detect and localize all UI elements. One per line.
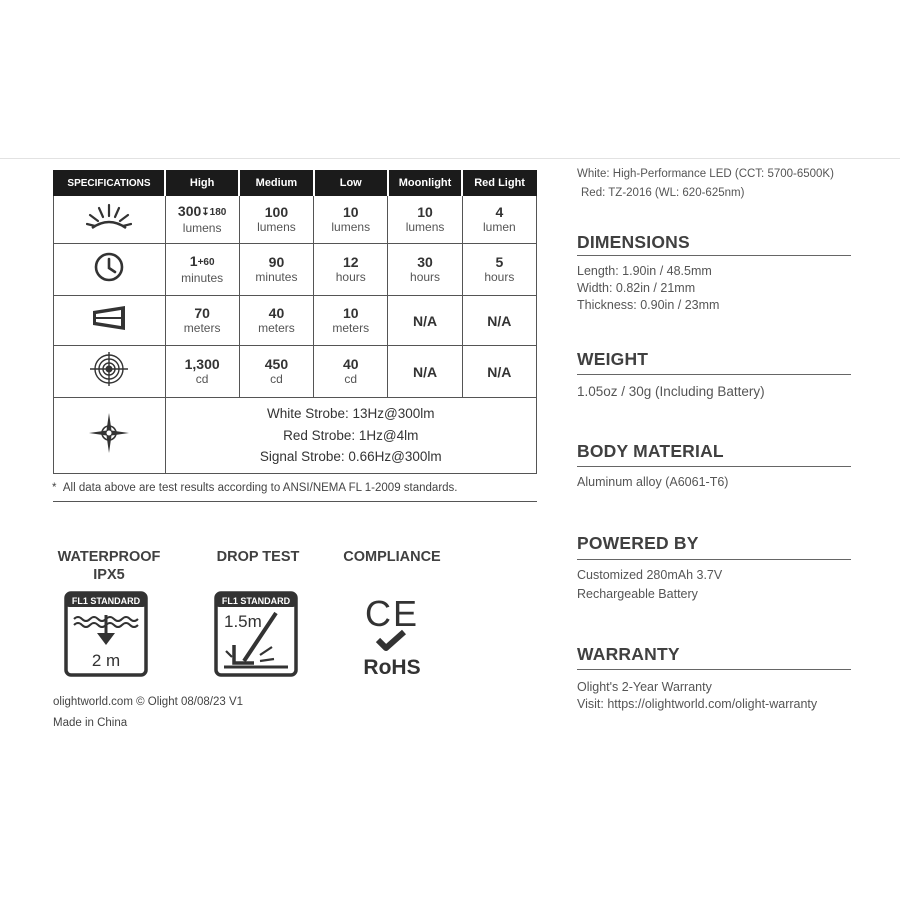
waterproof-badge-icon xyxy=(64,591,148,677)
made-in-text: Made in China xyxy=(53,717,128,729)
specifications-table xyxy=(53,170,537,474)
col-header-high: High xyxy=(165,171,239,196)
cell-runtime-red: 5 hours xyxy=(462,244,536,296)
intensity-target-icon xyxy=(89,351,129,387)
cell-distance-medium: 40 meters xyxy=(239,296,313,346)
compliance-title: COMPLIANCE xyxy=(343,549,441,565)
cell-distance-high: 70 meters xyxy=(165,296,239,346)
intensity-icon-cell xyxy=(54,346,166,398)
cell-distance-red: N/A xyxy=(462,296,536,346)
table-row-runtime xyxy=(54,244,537,296)
dimensions-text: Length: 1.90in / 48.5mm Width: 0.82in / 21mm Thickness: 0.90in / 23mm xyxy=(577,264,720,312)
dimensions-rule xyxy=(577,255,851,256)
strobe-line-red: Red Strobe: 1Hz@4lm xyxy=(283,427,419,443)
body-material-text: Aluminum alloy (A6061-T6) xyxy=(577,475,729,489)
weight-text: 1.05oz / 30g (Including Battery) xyxy=(577,384,765,399)
weight-heading: WEIGHT xyxy=(577,349,649,369)
light-burst-icon xyxy=(86,202,132,232)
powered-by-heading: POWERED BY xyxy=(577,533,699,553)
drop-test-badge-standard: FL1 STANDARD xyxy=(221,596,291,606)
waterproof-badge-depth: 2 m xyxy=(91,651,121,670)
cell-intensity-medium: 450 cd xyxy=(239,346,313,398)
cell-runtime-low: 12 hours xyxy=(314,244,388,296)
cell-distance-low: 10 meters xyxy=(314,296,388,346)
led-white-text: White: High-Performance LED (CCT: 5700-6500K) xyxy=(577,168,834,180)
table-row-output xyxy=(54,196,537,244)
waterproof-title: WATERPROOF IPX5 xyxy=(57,549,161,583)
table-footnote: * All data above are test results according to ANSI/NEMA FL 1-2009 standards. xyxy=(52,482,458,494)
table-row-intensity xyxy=(54,346,537,398)
warranty-heading: WARRANTY xyxy=(577,644,680,664)
cell-output-red: 4 lumen xyxy=(462,196,536,244)
footnote-divider xyxy=(53,501,537,502)
cell-output-medium: 100 lumens xyxy=(239,196,313,244)
cell-strobe-modes xyxy=(165,398,537,474)
table-row-distance xyxy=(54,296,537,346)
col-header-medium: Medium xyxy=(239,171,313,196)
clock-icon xyxy=(93,251,125,283)
table-header-row xyxy=(54,171,537,196)
warranty-rule xyxy=(577,669,851,670)
copyright-text: olightworld.com © Olight 08/08/23 V1 xyxy=(53,696,244,708)
drop-test-badge-height: 1.5m xyxy=(224,612,262,631)
col-header-moonlight: Moonlight xyxy=(388,171,462,196)
body-material-rule xyxy=(577,466,851,467)
dimensions-heading: DIMENSIONS xyxy=(577,232,690,252)
strobe-icon-cell xyxy=(54,398,166,474)
cell-intensity-low: 40 cd xyxy=(314,346,388,398)
cell-output-moonlight: 10 lumens xyxy=(388,196,462,244)
drop-test-title: DROP TEST xyxy=(216,549,300,565)
cell-runtime-high: $1^{+60}$ minutes xyxy=(165,244,239,296)
compliance-marks-icon xyxy=(352,588,432,682)
runtime-icon-cell xyxy=(54,244,166,296)
powered-by-rule xyxy=(577,559,851,560)
strobe-icon xyxy=(88,412,130,454)
footnote-asterisk: * xyxy=(52,482,63,494)
col-header-specifications: SPECIFICATIONS xyxy=(54,171,166,196)
warranty-link: Visit: https://olightworld.com/olight-warranty xyxy=(577,697,818,711)
cell-runtime-moonlight: 30 hours xyxy=(388,244,462,296)
waterproof-badge-standard: FL1 STANDARD xyxy=(71,596,141,606)
cell-output-high: $300^{↧180}$ lumens xyxy=(165,196,239,244)
cell-intensity-high: 1,300 cd xyxy=(165,346,239,398)
distance-icon-cell xyxy=(54,296,166,346)
cell-runtime-medium: 90 minutes xyxy=(239,244,313,296)
weight-rule xyxy=(577,374,851,375)
beam-distance-icon xyxy=(92,305,126,331)
col-header-low: Low xyxy=(314,171,388,196)
output-icon-cell xyxy=(54,196,166,244)
drop-test-badge-icon xyxy=(214,591,298,677)
led-red-text: Red: TZ-2016 (WL: 620-625nm) xyxy=(581,187,745,199)
strobe-line-signal: Signal Strobe: 0.66Hz@300lm xyxy=(259,449,442,465)
cell-distance-moonlight: N/A xyxy=(388,296,462,346)
cell-output-low: 10 lumens xyxy=(314,196,388,244)
col-header-red-light: Red Light xyxy=(462,171,536,196)
rohs-mark: RoHS xyxy=(363,656,421,679)
ce-mark: CE xyxy=(364,593,420,634)
powered-by-text: Customized 280mAh 3.7V Rechargeable Battery xyxy=(577,568,723,601)
cell-intensity-moonlight: N/A xyxy=(388,346,462,398)
cell-intensity-red: N/A xyxy=(462,346,536,398)
table-row-strobe xyxy=(54,398,537,474)
strobe-line-white: White Strobe: 13Hz@300lm xyxy=(266,406,435,422)
top-divider xyxy=(0,158,900,159)
warranty-text: Olight's 2-Year Warranty Visit: https://olightworld.com/olight-warranty xyxy=(577,680,818,711)
body-material-heading: BODY MATERIAL xyxy=(577,441,724,461)
